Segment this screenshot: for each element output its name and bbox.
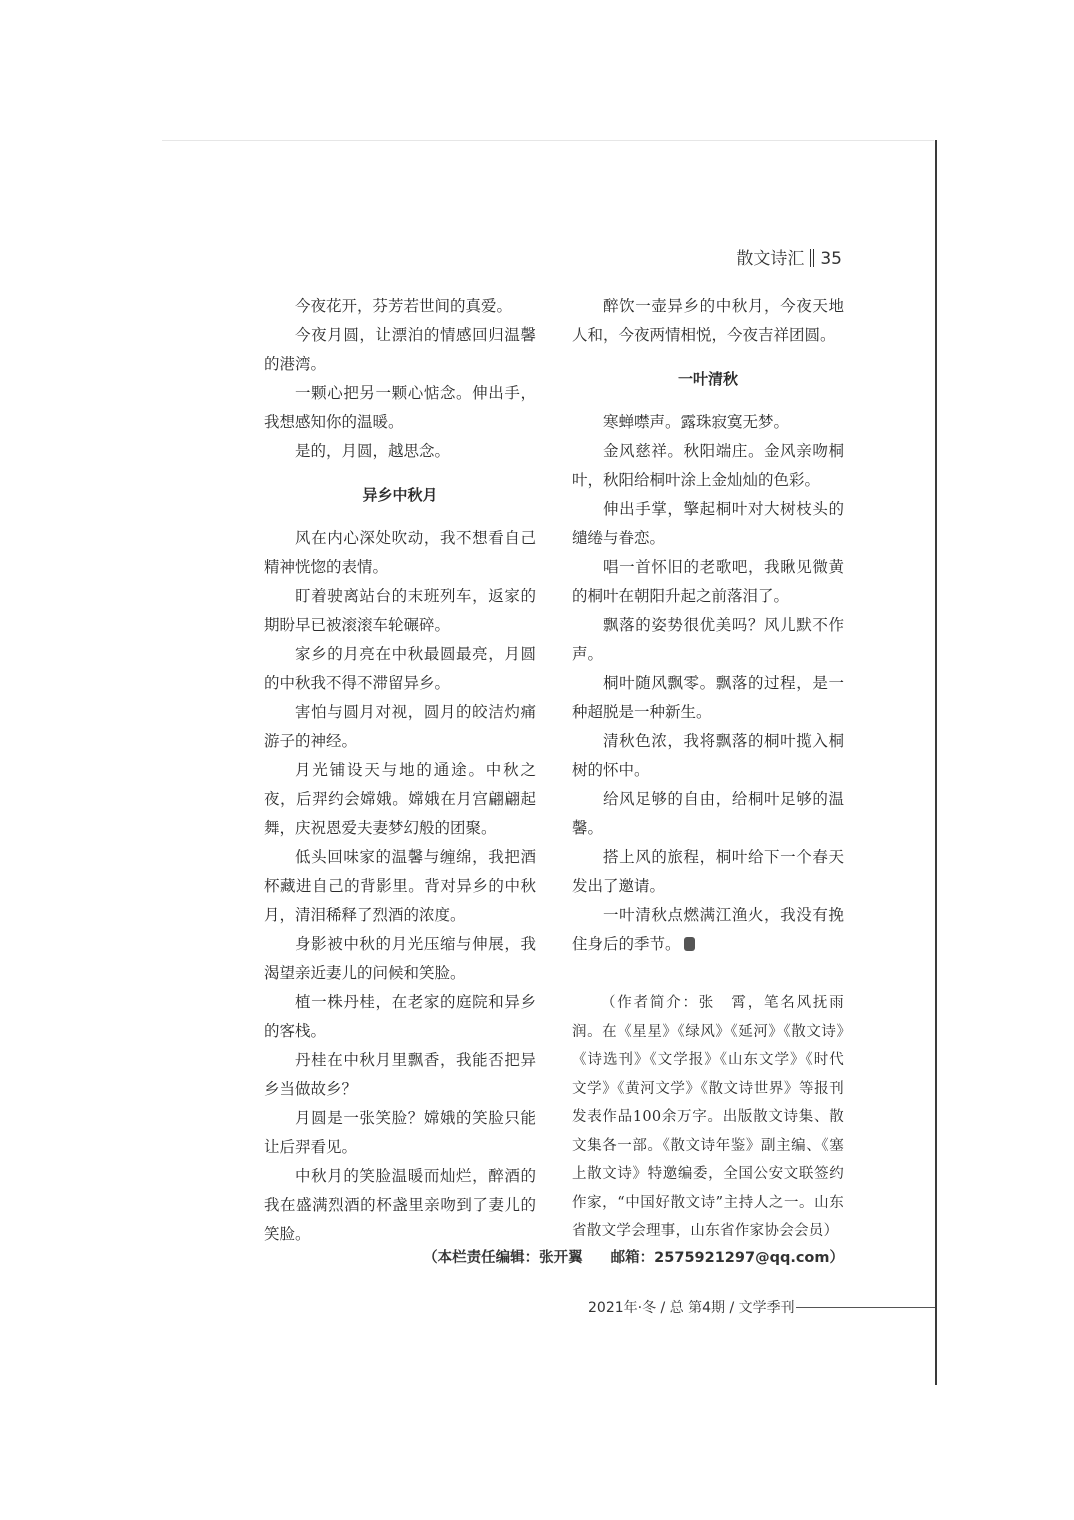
paragraph: 盯着驶离站台的末班列车，返家的期盼早已被滚滚车轮碾碎。 [264,587,536,634]
paragraph: 桐叶随风飘零。飘落的过程，是一种超脱是一种新生。 [572,674,844,721]
last-paragraph-text: 一叶清秋点燃满江渔火，我没有挽住身后的季节。 [572,906,844,953]
paragraph: 植一株丹桂，在老家的庭院和异乡的客栈。 [264,993,536,1040]
editor-credit [423,1246,844,1267]
paragraph: 金风慈祥。秋阳端庄。金风亲吻桐叶，秋阳给桐叶涂上金灿灿的色彩。 [572,442,844,489]
paragraph: 给风足够的自由，给桐叶足够的温馨。 [572,790,844,837]
paragraph: 是的，月圆，越思念。 [295,442,451,460]
paragraph: 寒蝉噤声。露珠寂寞无梦。 [603,413,790,431]
right-column [572,292,844,1246]
paragraph: 今夜花开，芬芳若世间的真爱。 [295,297,513,315]
header-separator [810,249,814,267]
editor-email: 邮箱：2575921297@qq.com） [610,1250,844,1266]
top-rule [162,140,934,141]
left-column [264,292,536,1249]
paragraph: 今夜月圆，让漂泊的情感回归温馨的港湾。 [264,326,536,373]
editor-name: （本栏责任编辑：张开翼 [423,1250,583,1266]
paragraph: 身影被中秋的月光压缩与伸展，我渴望亲近妻儿的问候和笑脸。 [264,935,536,982]
paragraph: 醉饮一壶异乡的中秋月，今夜天地人和，今夜两情相悦，今夜吉祥团圆。 [572,297,844,344]
paragraph: 月光铺设天与地的通途。中秋之夜，后羿约会嫦娥。嫦娥在月宫翩翩起舞，庆祝恩爱夫妻梦幻般的团聚。 [264,761,536,837]
paragraph: 搭上风的旅程，桐叶给下一个春天发出了邀请。 [572,848,844,895]
paragraph: 害怕与圆月对视，圆月的皎洁灼痛游子的神经。 [264,703,536,750]
footer-rule [796,1307,935,1308]
poem-title: 异乡中秋月 [362,486,438,504]
paragraph-last [572,901,844,959]
paragraph: 伸出手掌，擎起桐叶对大树枝头的缱绻与眷恋。 [572,500,844,547]
paragraph: 风在内心深处吹动，我不想看自己精神恍惚的表情。 [264,529,536,576]
running-header [736,244,842,269]
paragraph: 唱一首怀旧的老歌吧，我瞅见微黄的桐叶在朝阳升起之前落泪了。 [572,558,844,605]
paragraph: 丹桂在中秋月里飘香，我能否把异乡当做故乡？ [264,1051,536,1098]
author-bio: （作者简介：张 霄，笔名风抚雨润。在《星星》《绿风》《延河》《散文诗》《诗选刊》《文学报》《山东文学》《时代文学》《黄河文学》《散文诗世界》等报刊发表作品100余万字。出版散文诗集、散文集各一部。《散文诗年鉴》副主编、《塞上散文诗》特邀编委，全国公安文联签约作家，“中国好散文诗”主持人之一。山东省散文学会理事，山东省作家协会会员） [572,995,844,1239]
section-title: 散文诗汇 [736,249,805,269]
paragraph: 月圆是一张笑脸？嫦娥的笑脸只能让后羿看见。 [264,1109,536,1156]
end-mark-icon [684,937,695,951]
poem-title: 一叶清秋 [677,370,738,388]
paragraph: 低头回味家的温馨与缠绵，我把酒杯藏进自己的背影里。背对异乡的中秋月，清泪稀释了烈酒的浓度。 [264,848,536,924]
paragraph: 中秋月的笑脸温暖而灿烂，醉酒的我在盛满烈酒的杯盏里亲吻到了妻儿的笑脸。 [264,1167,536,1243]
paragraph: 飘落的姿势很优美吗？风儿默不作声。 [572,616,844,663]
paragraph: 一颗心把另一颗心惦念。伸出手，我想感知你的温暖。 [264,384,536,431]
issue-footer: 2021年·冬 / 总 第4期 / 文学季刊 [588,1300,795,1316]
right-margin-rule [935,140,937,1385]
page-number: 35 [820,249,842,269]
paragraph: 家乡的月亮在中秋最圆最亮，月圆的中秋我不得不滞留异乡。 [264,645,536,692]
paragraph: 清秋色浓，我将飘落的桐叶揽入桐树的怀中。 [572,732,844,779]
